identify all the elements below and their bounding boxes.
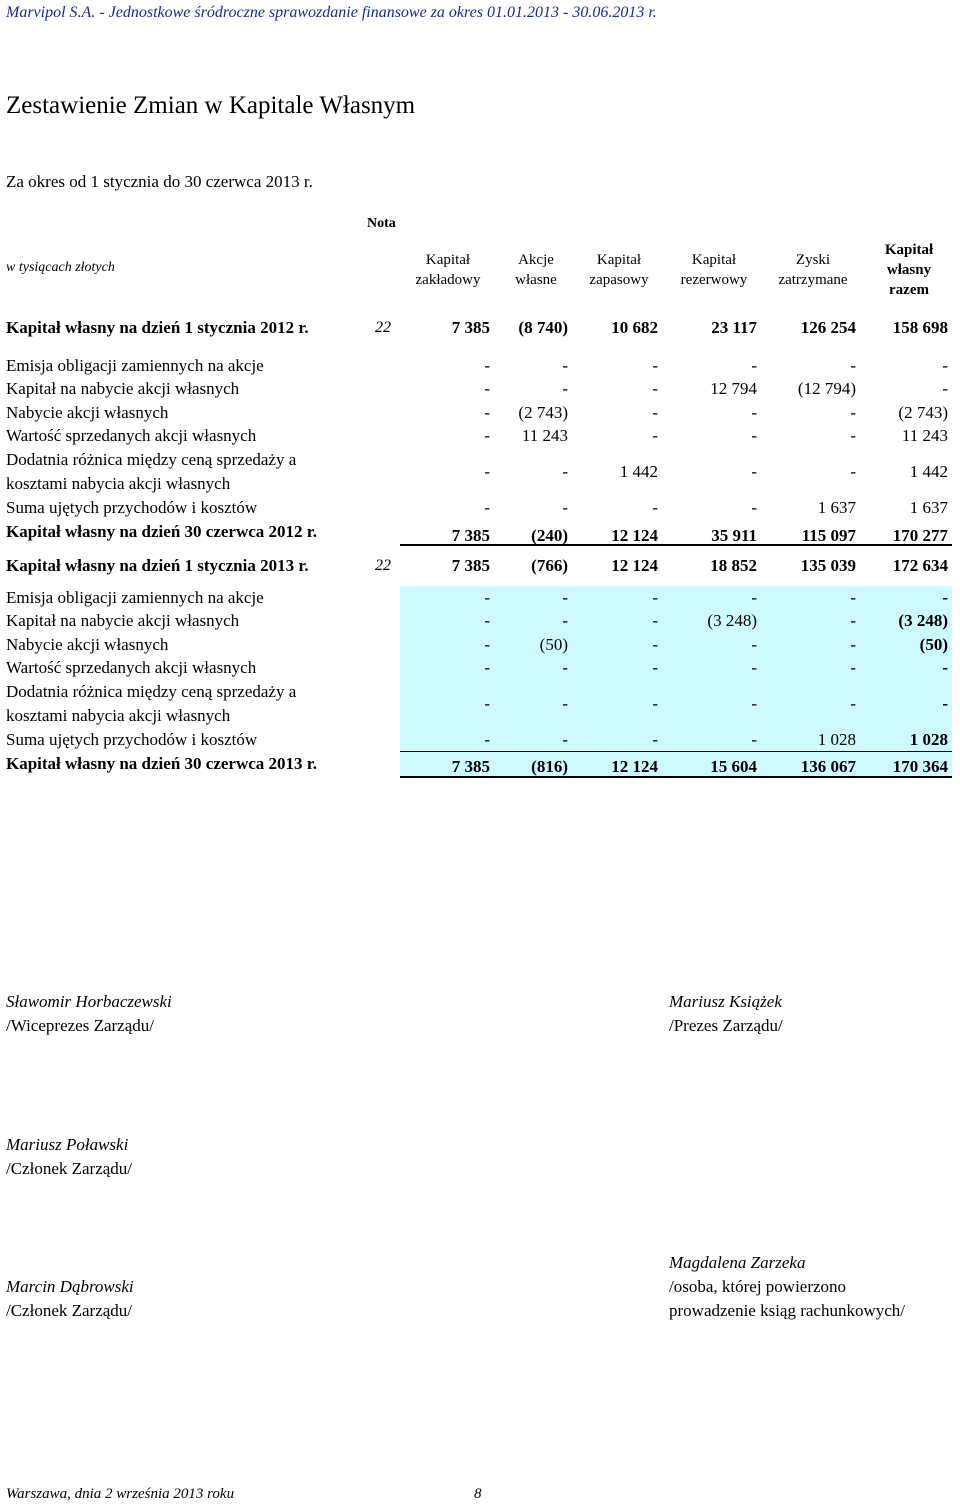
table-cell: - <box>751 635 757 654</box>
table-row <box>0 424 960 448</box>
table-cell: 23 117 <box>711 318 757 337</box>
table-cell: - <box>484 635 490 654</box>
table-cell: - <box>751 498 757 517</box>
table-cell: - <box>562 730 568 749</box>
table-cell: - <box>751 588 757 607</box>
col-header-kapital-razem <box>854 240 960 300</box>
table-cell: - <box>850 658 856 677</box>
table-row <box>0 586 960 610</box>
table-cell: - <box>484 694 490 713</box>
nota-header: Nota <box>367 216 396 231</box>
table-cell: - <box>942 658 948 677</box>
table-cell: (3 248) <box>707 611 757 630</box>
text: zatrzymane <box>778 272 848 288</box>
table-cell: - <box>850 403 856 422</box>
table-cell: 18 852 <box>710 556 757 575</box>
table-cell: - <box>652 356 658 375</box>
table-cell: - <box>850 356 856 375</box>
row-label: Dodatnia różnica między ceną sprzedaży a <box>6 450 297 469</box>
row-label: Wartość sprzedanych akcji własnych <box>6 658 257 677</box>
table-cell: - <box>751 356 757 375</box>
table-cell: - <box>562 462 568 481</box>
text: Zyski <box>795 252 831 268</box>
table-cell: 170 277 <box>892 526 948 545</box>
row-label: Kapitał własny na dzień 1 stycznia 2012 r. <box>6 318 309 337</box>
table-cell: - <box>484 611 490 630</box>
table-cell: - <box>484 730 490 749</box>
table-cell: - <box>850 611 856 630</box>
text: /Członek Zarządu/ <box>6 1159 133 1178</box>
signature-block <box>669 1251 905 1323</box>
row-label: Kapitał własny na dzień 30 czerwca 2012 r. <box>6 522 318 541</box>
table-cell: - <box>652 498 658 517</box>
table-cell: 11 243 <box>521 426 568 445</box>
table-cell: - <box>652 588 658 607</box>
row-label: Emisja obligacji zamiennych na akcje <box>6 356 264 375</box>
table-cell: (240) <box>531 526 568 545</box>
table-cell: 1 028 <box>909 730 948 749</box>
col-header-kapital-zapasowy <box>564 250 674 290</box>
signature-block <box>669 990 783 1038</box>
table-cell: (2 743) <box>518 403 568 422</box>
row-label: Kapitał własny na dzień 30 czerwca 2013 r. <box>6 754 318 773</box>
table-cell: (816) <box>531 757 568 776</box>
table-cell: (50) <box>539 635 568 654</box>
table-cell: 172 634 <box>892 556 948 575</box>
table-cell: 1 028 <box>817 730 856 749</box>
table-cell: 1 637 <box>909 498 948 517</box>
table-cell: - <box>562 379 568 398</box>
text: Kapitał <box>884 242 934 258</box>
table-row <box>0 316 960 340</box>
table-cell: 1 442 <box>909 462 948 481</box>
text: własny <box>886 262 932 278</box>
table-cell: - <box>652 730 658 749</box>
table-cell: - <box>484 356 490 375</box>
table-cell: 170 364 <box>892 757 948 776</box>
text: /Wiceprezes Zarządu/ <box>6 1016 154 1035</box>
row-label: Wartość sprzedanych akcji własnych <box>6 426 257 445</box>
text: Sławomir Horbaczewski <box>6 992 172 1011</box>
col-header-kapital-rezerwowy <box>659 250 769 290</box>
table-cell: - <box>484 426 490 445</box>
text: Mariusz Książek <box>669 992 782 1011</box>
table-cell: 158 698 <box>892 318 948 337</box>
table-cell: (50) <box>919 635 948 654</box>
table-cell: - <box>562 658 568 677</box>
table-cell: - <box>850 588 856 607</box>
table-cell: 7 385 <box>451 556 490 575</box>
table-cell: - <box>484 588 490 607</box>
row-label: kosztami nabycia akcji własnych <box>6 474 231 493</box>
row-label: Suma ujętych przychodów i kosztów <box>6 730 258 749</box>
text: Kapitał <box>425 252 471 268</box>
table-cell: 11 243 <box>901 426 948 445</box>
text: rezerwowy <box>680 272 748 288</box>
table-cell: 7 385 <box>451 318 490 337</box>
text: prowadzenie ksiąg rachunkowych/ <box>669 1301 906 1320</box>
row-label: Suma ujętych przychodów i kosztów <box>6 498 258 517</box>
text: /Prezes Zarządu/ <box>669 1016 783 1035</box>
text: zakładowy <box>415 272 481 288</box>
table-row <box>0 448 960 496</box>
page-number: 8 <box>474 1486 482 1502</box>
table-row <box>0 609 960 633</box>
table-cell: 12 124 <box>611 556 658 575</box>
table-cell: - <box>562 694 568 713</box>
table-cell: (8 740) <box>518 318 568 337</box>
table-row <box>0 554 960 578</box>
place-date: Warszawa, dnia 2 września 2013 roku <box>6 1486 235 1502</box>
table-cell: - <box>942 588 948 607</box>
text: 22 <box>375 319 391 336</box>
table-row <box>0 401 960 425</box>
table-cell: - <box>652 379 658 398</box>
table-cell: 136 067 <box>800 757 856 776</box>
table-row <box>0 354 960 378</box>
table-row <box>0 752 960 776</box>
row-label: Nabycie akcji własnych <box>6 635 169 654</box>
col-header-zyski-zatrzymane <box>758 250 868 290</box>
text: Mariusz Poławski <box>6 1135 129 1154</box>
table-cell: - <box>751 403 757 422</box>
table-cell: - <box>942 379 948 398</box>
table-cell: - <box>652 403 658 422</box>
table-row <box>0 520 960 544</box>
table-cell: - <box>850 635 856 654</box>
table-cell: (766) <box>531 556 568 575</box>
text: 22 <box>375 557 391 574</box>
table-cell: - <box>484 658 490 677</box>
text: Kapitał <box>691 252 737 268</box>
table-cell: 135 039 <box>800 556 856 575</box>
total-underline-2013 <box>400 776 952 778</box>
text: /Członek Zarządu/ <box>6 1301 133 1320</box>
table-cell: - <box>484 498 490 517</box>
row-label: Dodatnia różnica między ceną sprzedaży a <box>6 682 297 701</box>
table-cell: 12 124 <box>611 526 658 545</box>
table-row <box>0 377 960 401</box>
table-cell: - <box>751 462 757 481</box>
table-cell: - <box>942 356 948 375</box>
table-cell: - <box>850 462 856 481</box>
table-cell: 115 097 <box>801 526 856 545</box>
page-title: Zestawienie Zmian w Kapitale Własnym <box>6 92 416 119</box>
table-row <box>0 728 960 752</box>
row-label: Kapitał na nabycie akcji własnych <box>6 379 240 398</box>
text: własne <box>515 272 557 288</box>
table-cell: 15 604 <box>710 757 757 776</box>
table-cell: - <box>652 611 658 630</box>
table-cell: - <box>751 694 757 713</box>
table-cell: (2 743) <box>898 403 948 422</box>
table-cell: - <box>484 462 490 481</box>
signature-block <box>6 990 172 1038</box>
table-cell: 7 385 <box>451 757 490 776</box>
text: /osoba, której powierzono <box>669 1277 847 1296</box>
signature-block <box>6 1133 132 1181</box>
text: zapasowy <box>589 272 649 288</box>
table-cell: - <box>850 426 856 445</box>
table-cell: (12 794) <box>797 379 856 398</box>
table-cell: - <box>652 658 658 677</box>
row-label: Kapitał własny na dzień 1 stycznia 2013 r. <box>6 556 309 575</box>
table-row <box>0 633 960 657</box>
table-cell: 1 442 <box>619 462 658 481</box>
row-label: Emisja obligacji zamiennych na akcje <box>6 588 264 607</box>
table-cell: - <box>562 498 568 517</box>
table-cell: - <box>562 356 568 375</box>
table-cell: - <box>850 694 856 713</box>
table-cell: - <box>484 379 490 398</box>
table-row <box>0 496 960 520</box>
text: Akcje <box>518 252 554 268</box>
total-underline-2012 <box>400 544 952 546</box>
table-cell: - <box>751 730 757 749</box>
table-cell: - <box>562 611 568 630</box>
table-row <box>0 680 960 728</box>
table-cell: - <box>942 694 948 713</box>
table-cell: - <box>751 658 757 677</box>
table-cell: 7 385 <box>451 526 490 545</box>
table-cell: (3 248) <box>898 611 948 630</box>
table-cell: - <box>652 426 658 445</box>
table-cell: 12 794 <box>710 379 757 398</box>
text: Kapitał <box>596 252 642 268</box>
row-label: Kapitał na nabycie akcji własnych <box>6 611 240 630</box>
unit-label: w tysiącach złotych <box>6 260 115 275</box>
table-cell: - <box>652 694 658 713</box>
table-cell: - <box>652 635 658 654</box>
text: Marcin Dąbrowski <box>6 1277 134 1296</box>
table-cell: 10 682 <box>611 318 658 337</box>
table-cell: 35 911 <box>711 526 757 545</box>
table-cell: - <box>484 403 490 422</box>
text: Magdalena Zarzeka <box>669 1253 806 1272</box>
table-row <box>0 656 960 680</box>
reporting-period: Za okres od 1 stycznia do 30 czerwca 2013 r. <box>6 172 313 191</box>
signature-block <box>6 1275 134 1323</box>
table-cell: 12 124 <box>611 757 658 776</box>
table-cell: 1 637 <box>817 498 856 517</box>
text: razem <box>889 282 929 298</box>
row-label: kosztami nabycia akcji własnych <box>6 706 231 725</box>
row-label: Nabycie akcji własnych <box>6 403 169 422</box>
table-cell: - <box>562 588 568 607</box>
document-header: Marvipol S.A. - Jednostkowe śródroczne sprawozdanie finansowe za okres 01.01.2013 - 30.06.2013 r. <box>6 4 657 21</box>
table-cell: - <box>751 426 757 445</box>
table-cell: 126 254 <box>800 318 856 337</box>
